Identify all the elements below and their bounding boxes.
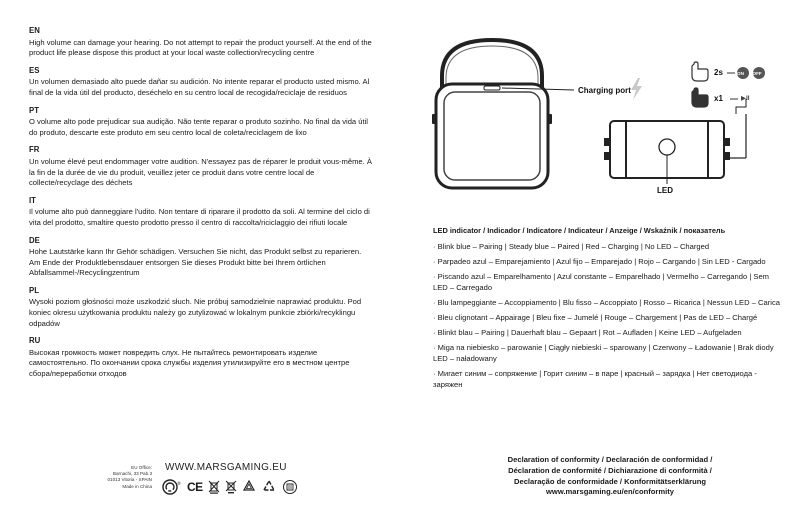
led-indicator-title: LED indicator / Indicador / Indicatore / Indicateur / Anzeige / Wskaźnik / показатель (433, 226, 726, 235)
recycle-icon (242, 480, 256, 494)
safety-warnings (29, 26, 374, 387)
warning-de: DE Hohe Lautstärke kann Ihr Gehör schädigen. Versuchen Sie nicht, das Produkt selbst zu reparieren. Am Ende der Produktlebensdauer entsorgen Sie dieses Produkt bitte bei Ihrem örtlichen Abfallsammel-/Recyclingzentrum (29, 235, 362, 278)
svg-text:®: ® (177, 481, 181, 486)
eu-office-address: EU Office: Barnachi, 33 Pab.3 01013 Vitoria - SPAIN Made in China (107, 465, 152, 489)
weee-bin-icon (208, 480, 220, 494)
led-item-ru: · Мигает синим – сопряжение | Горит синим – в паре | красный – зарядка | Нет светодиода - заряжен (433, 369, 757, 389)
warning-it: IT Il volume alto può danneggiare l'udito. Non tentare di riparare il prodotto da soli. Al termine del ciclo di vita del prodotto, smaltire questo prodotto presso il centro di raccolta/riciclaggio dei rifiuti locale (29, 195, 370, 227)
led-item-it: · Blu lampeggiante – Accoppiamento | Blu fisso – Accoppiato | Rosso – Ricarica | Nessun LED – Carica (433, 298, 780, 307)
warning-en: EN High volume can damage your hearing. Do not attempt to repair the product yourself. At the end of the product life please dispose this product at your local waste collection/recycling centre (29, 26, 372, 58)
recycle-arrows-icon (261, 479, 277, 495)
hold-time-label: 2s (714, 68, 723, 77)
charging-port-label: Charging port (578, 86, 631, 95)
on-indicator: ON (737, 70, 744, 76)
ce-mark-icon: CE (187, 480, 203, 494)
green-dot-icon (162, 479, 182, 495)
led-label: LED (657, 186, 673, 195)
led-indicator-section (433, 226, 783, 394)
certification-marks (162, 479, 298, 495)
warning-ru: RU Высокая громкость может повредить слух. Не пытайтесь ремонтировать изделие самостоятельно. По окончании срока службы изделия утилизируйте его в местном центре сбора/переработки отходов (29, 336, 350, 379)
led-item-de: · Blinkt blau – Pairing | Dauerhaft blau – Gepaart | Rot – Aufladen | Keine LED – Aufgeladen (433, 328, 742, 337)
play-pause-icon: ▶II (741, 95, 750, 102)
led-item-pt: · Piscando azul – Emparelhamento | Azul constante – Emparelhado | Vermelho – Carregando | Sem LED – Carregado (433, 272, 770, 292)
warning-pt: PT O volume alto pode prejudicar sua audição. Não tente reparar o produto sozinho. No final da vida útil do produto, descarte este produto em seu centro local de coleta/reciclagem de lixo (29, 105, 368, 137)
warning-es: ES Un volumen demasiado alto puede dañar su audición. No intente reparar el producto usted mismo. Al final de la vida útil del producto, deséchelo en su centro local de recogida/reciclaje de residuos (29, 65, 370, 97)
led-item-fr: · Bleu clignotant – Appairage | Bleu fixe – Jumelé | Rouge – Chargement | Pas de LED – Chargé (433, 313, 758, 322)
led-item-es: · Parpadeo azul – Emparejamiento | Azul fijo – Emparejado | Rojo – Cargando | Sin LED - Cargado (433, 257, 766, 266)
declaration-line-2: Déclaration de conformité / Dichiarazione di conformità / (508, 465, 712, 475)
declaration-of-conformity (470, 455, 750, 498)
product-diagram (430, 28, 790, 208)
declaration-line-3: Declaração de conformidade / Konformitätserklärung (513, 476, 706, 486)
led-item-en: · Blink blue – Pairing | Steady blue – Paired | Red – Charging | No LED – Charged (433, 242, 710, 251)
press-count-label: x1 (714, 94, 723, 103)
speaker-illustration (430, 28, 790, 208)
led-item-pl: · Miga na niebiesko – parowanie | Ciągły niebieski – sparowany | Czerwony – Ładowanie | Brak diody LED – naładowany (433, 343, 774, 363)
warning-fr: FR Un volume élevé peut endommager votre audition. N'essayez pas de réparer le produit vous-même. À la fin de la durée de vie du produit, veuillez jeter ce produit dans votre centre local de collecte/recyclage des déchets (29, 145, 372, 188)
battery-disposal-icon (225, 480, 237, 494)
website-url: WWW.MARSGAMING.EU (165, 462, 287, 473)
warning-pl: PL Wysoki poziom głośności może uszkodzić słuch. Nie próbuj samodzielnie naprawiać produktu. Pod koniec okresu użytkowania produktu należy go zutylizować w lokalnym punkcie zbiórki/recyklingu odpadów (29, 285, 362, 328)
declaration-line-1: Declaration of conformity / Declaración de conformidad / (507, 455, 713, 464)
footer-left (98, 462, 298, 512)
off-indicator: OFF (752, 70, 762, 76)
paper-recycle-icon (282, 479, 298, 495)
conformity-url: www.marsgaming.eu/en/conformity (546, 487, 674, 497)
